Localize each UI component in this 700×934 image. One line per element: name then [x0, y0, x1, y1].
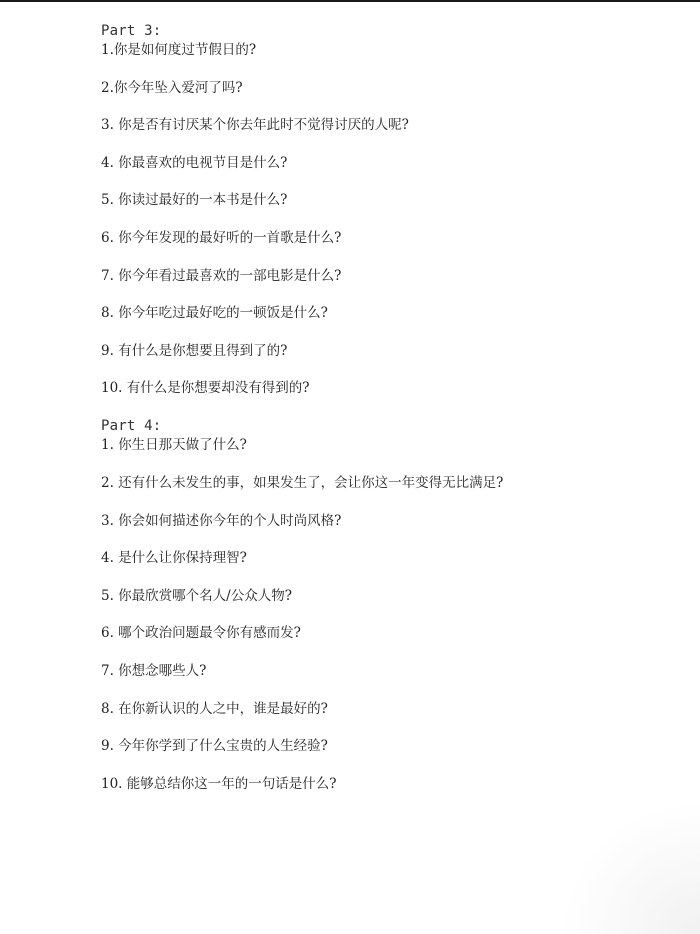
- question-item: 5. 你最欣赏哪个名人/公众人物?: [101, 587, 292, 604]
- question-item: 4. 是什么让你保持理智?: [101, 550, 247, 567]
- question-item: 1. 你生日那天做了什么?: [101, 437, 247, 454]
- question-item: 3. 你会如何描述你今年的个人时尚风格?: [101, 512, 342, 529]
- question-item: 9. 有什么是你想要且得到了的?: [101, 342, 288, 359]
- question-item: 1.你是如何度过节假日的?: [101, 42, 257, 58]
- question-list: [101, 435, 681, 793]
- question-item: 10. 能够总结你这一年的一句话是什么?: [101, 775, 337, 792]
- question-item: 5. 你读过最好的一本书是什么?: [101, 192, 288, 209]
- document-body: [101, 22, 681, 794]
- section-part-4: [101, 417, 681, 793]
- question-item: 7. 你想念哪些人?: [101, 662, 207, 679]
- question-item: 10. 有什么是你想要却没有得到的?: [101, 380, 310, 397]
- question-item: 7. 你今年看过最喜欢的一部电影是什么?: [101, 267, 342, 284]
- section-part-3: [101, 22, 681, 398]
- question-item: 9. 今年你学到了什么宝贵的人生经验?: [101, 738, 328, 755]
- question-item: 6. 你今年发现的最好听的一首歌是什么?: [101, 229, 342, 246]
- question-item: 8. 你今年吃过最好吃的一顿饭是什么?: [101, 305, 328, 322]
- question-item: 4. 你最喜欢的电视节目是什么?: [101, 154, 288, 171]
- top-border-line: [0, 0, 700, 2]
- question-item: 2. 还有什么未发生的事，如果发生了，会让你这一年变得无比满足?: [101, 474, 504, 491]
- question-item: 8. 在你新认识的人之中，谁是最好的?: [101, 700, 328, 717]
- question-list: [101, 40, 681, 398]
- question-item: 2.你今年坠入爱河了吗?: [101, 79, 243, 96]
- section-title: Part 4:: [101, 418, 162, 435]
- section-title: Part 3:: [101, 23, 162, 39]
- question-item: 6. 哪个政治问题最令你有感而发?: [101, 625, 301, 642]
- question-item: 3. 你是否有讨厌某个你去年此时不觉得讨厌的人呢?: [101, 117, 409, 134]
- page-shadow: [560, 800, 700, 934]
